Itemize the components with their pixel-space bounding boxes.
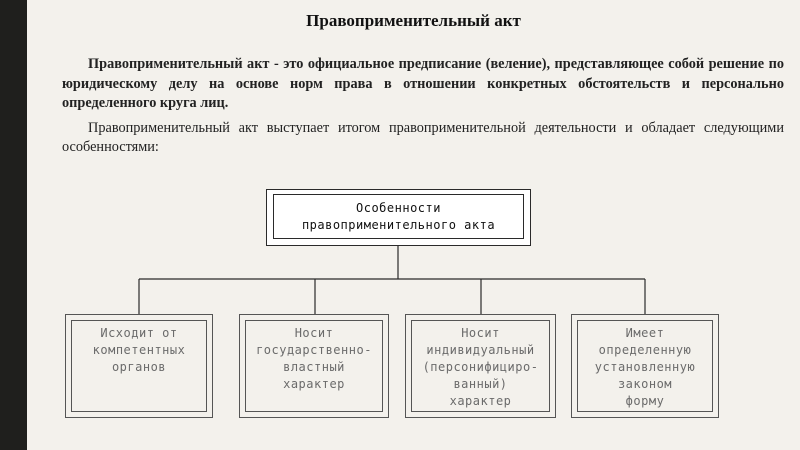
slide-title: Правоприменительный акт <box>306 11 521 30</box>
diagram-root-label: Особенности правоприменительного акта <box>273 194 524 239</box>
diagram-child-1 <box>65 314 213 418</box>
diagram-child-3 <box>405 314 556 418</box>
diagram-child-4 <box>571 314 719 418</box>
definition-paragraph: Правоприменительный акт - это официальное предписание (веление), представляющее собой решение по юридическому делу на основе норм права в отношении конкретных обстоятельств и персонально определенного круга лиц. <box>62 56 784 111</box>
diagram-child-label: Имеет определенную установленную законом форму <box>577 320 713 412</box>
intro-paragraph: Правоприменительный акт выступает итогом правоприменительной деятельности и обладает следующими особенностями: <box>62 119 784 155</box>
diagram-child-label: Носит индивидуальный (персонифициро- ванный) характер <box>411 320 550 412</box>
diagram-child-label: Носит государственно- властный характер <box>245 320 383 412</box>
diagram-child-label: Исходит от компетентных органов <box>71 320 207 412</box>
diagram-child-2 <box>239 314 389 418</box>
diagram-root-box <box>266 189 531 246</box>
